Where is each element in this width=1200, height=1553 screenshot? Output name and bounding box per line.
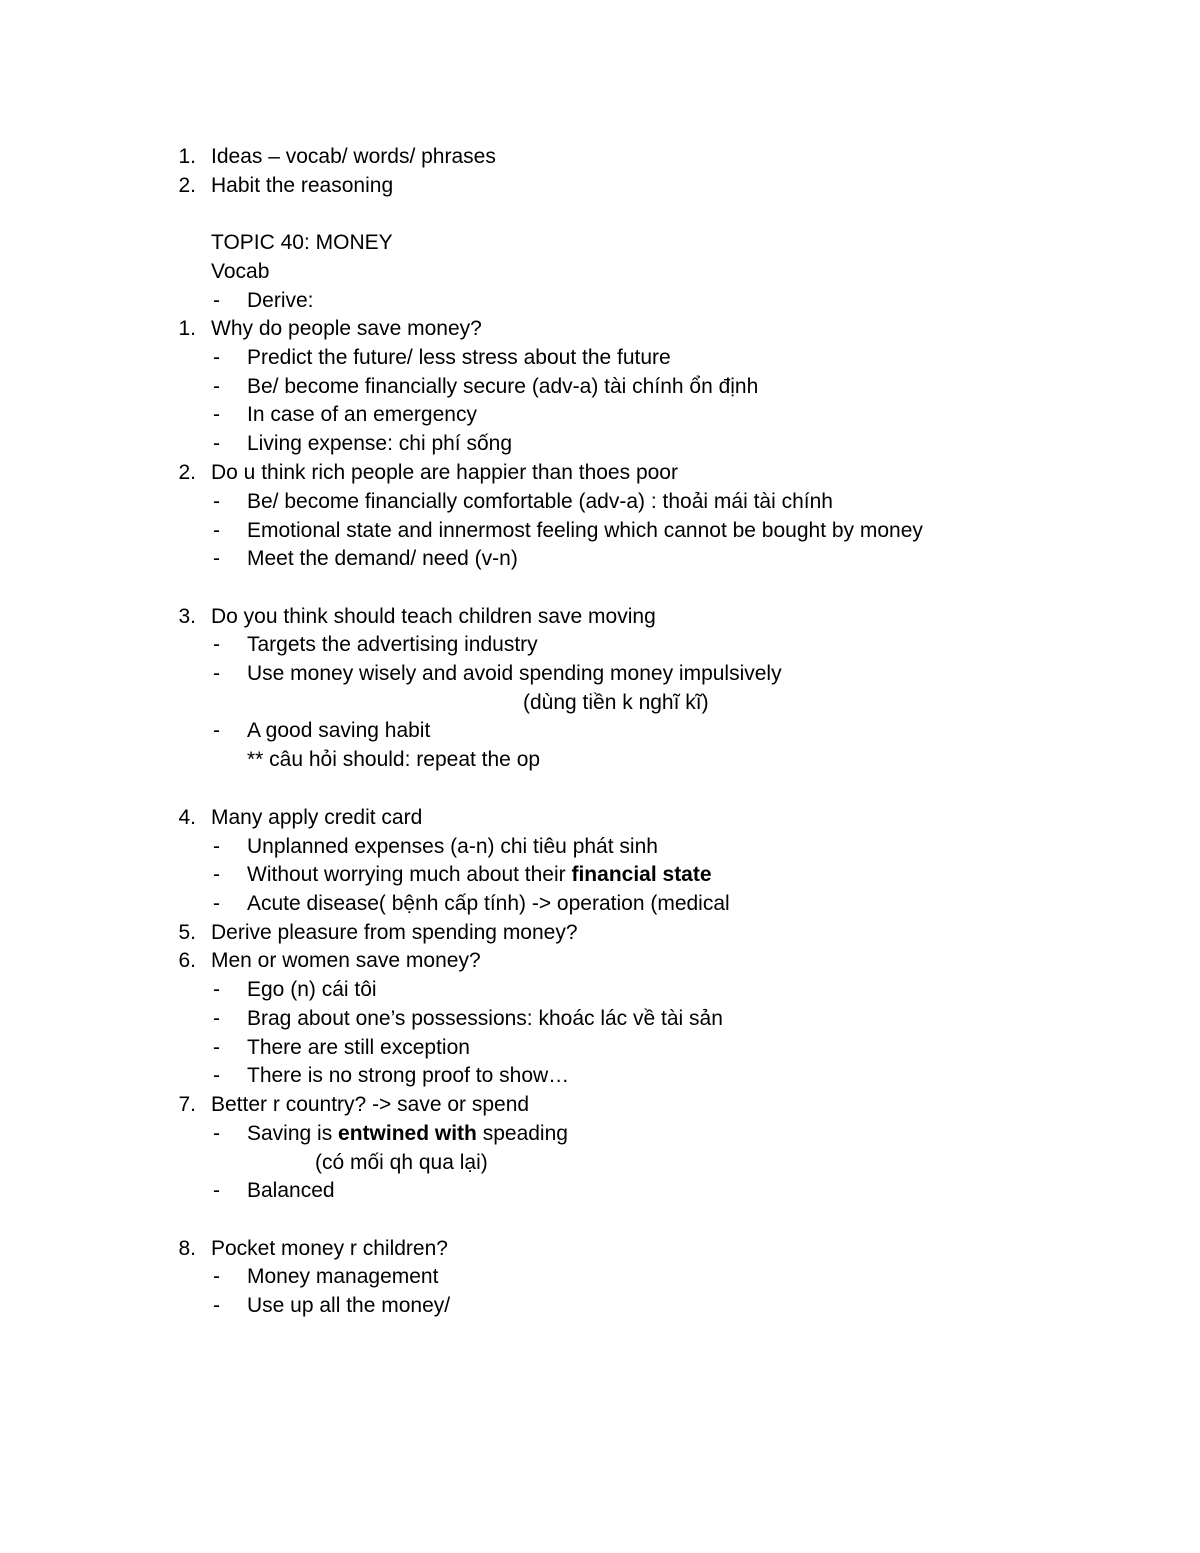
- bullet-text: Use up all the money/: [247, 1294, 451, 1317]
- bullet-dash: -: [213, 1064, 220, 1087]
- bullet-dash: -: [213, 719, 220, 742]
- bullet-dash: -: [213, 403, 220, 426]
- list-number: 6.: [178, 949, 196, 972]
- bullet-text: [247, 860, 712, 889]
- bullet-text: Unplanned expenses (a-n) chi tiêu phát sinh: [247, 835, 658, 858]
- vocab-label-text: Vocab: [211, 260, 270, 283]
- bullet-dash: -: [213, 863, 220, 886]
- list-number: 5.: [178, 921, 196, 944]
- list-number: 4.: [178, 806, 196, 829]
- question-text: Many apply credit card: [211, 806, 423, 829]
- bullet-dash: -: [213, 289, 220, 312]
- bullet-dash: -: [213, 375, 220, 398]
- question-text: Better r country? -> save or spend: [211, 1093, 530, 1116]
- bullet-text: A good saving habit: [247, 719, 431, 742]
- bullet-text: Meet the demand/ need (v-n): [247, 547, 518, 570]
- bullet-text: Predict the future/ less stress about the future: [247, 346, 671, 369]
- bullet-dash: -: [213, 892, 220, 915]
- list-text: Habit the reasoning: [211, 174, 394, 197]
- bullet-text-part: Without worrying much about their: [247, 863, 572, 886]
- list-number: 1.: [178, 145, 196, 168]
- bullet-dash: -: [213, 633, 220, 656]
- bold-phrase: financial state: [571, 863, 712, 886]
- bullet-dash: -: [213, 1007, 220, 1030]
- list-text: Ideas – vocab/ words/ phrases: [211, 145, 496, 168]
- bullet-text: In case of an emergency: [247, 403, 477, 426]
- bullet-text: Targets the advertising industry: [247, 633, 538, 656]
- bullet-dash: -: [213, 1036, 220, 1059]
- bullet-text-part: speading: [476, 1122, 568, 1145]
- question-text: Do you think should teach children save moving: [211, 605, 656, 628]
- bullet-dash: -: [213, 1265, 220, 1288]
- bullet-dash: -: [213, 346, 220, 369]
- bullet-text: There is no strong proof to show…: [247, 1064, 570, 1087]
- bullet-dash: -: [213, 547, 220, 570]
- bullet-text: Be/ become financially comfortable (adv-a) : thoải mái tài chính: [247, 490, 833, 513]
- question-text: Derive pleasure from spending money?: [211, 921, 578, 944]
- bullet-text: Money management: [247, 1265, 439, 1288]
- bullet-dash: -: [213, 519, 220, 542]
- bullet-text: Emotional state and innermost feeling which cannot be bought by money: [247, 519, 923, 542]
- question-text: Men or women save money?: [211, 949, 481, 972]
- bullet-dash: -: [213, 490, 220, 513]
- bullet-text: Acute disease( bệnh cấp tính) -> operation (medical: [247, 892, 730, 915]
- bold-phrase: entwined with: [338, 1122, 477, 1145]
- bullet-dash: -: [213, 662, 220, 685]
- list-number: 8.: [178, 1237, 196, 1260]
- bullet-text: Living expense: chi phí sống: [247, 432, 513, 455]
- bullet-text: Brag about one’s possessions: khoác lác về tài sản: [247, 1007, 723, 1030]
- bullet-text: Be/ become financially secure (adv-a) tài chính ổn định: [247, 375, 759, 398]
- note-text: (có mối qh qua lại): [315, 1151, 488, 1174]
- bullet-text: Derive:: [247, 289, 314, 312]
- bullet-text: Ego (n) cái tôi: [247, 978, 377, 1001]
- list-number: 2.: [178, 174, 196, 197]
- list-number: 3.: [178, 605, 196, 628]
- bullet-dash: -: [213, 1294, 220, 1317]
- note-text: (dùng tiền k nghĩ kĩ): [523, 691, 709, 714]
- list-number: 2.: [178, 461, 196, 484]
- bullet-dash: -: [213, 1179, 220, 1202]
- question-text: Do u think rich people are happier than thoes poor: [211, 461, 678, 484]
- note-text: ** câu hỏi should: repeat the op: [247, 748, 541, 771]
- bullet-text: There are still exception: [247, 1036, 470, 1059]
- bullet-dash: -: [213, 432, 220, 455]
- list-number: 1.: [178, 317, 196, 340]
- question-text: Pocket money r children?: [211, 1237, 448, 1260]
- bullet-text: Balanced: [247, 1179, 335, 1202]
- bullet-text-part: Saving is: [247, 1122, 339, 1145]
- bullet-text: [247, 1119, 568, 1148]
- bullet-text: Use money wisely and avoid spending money impulsively: [247, 662, 782, 685]
- question-text: Why do people save money?: [211, 317, 482, 340]
- list-number: 7.: [178, 1093, 196, 1116]
- topic-title-text: TOPIC 40: MONEY: [211, 231, 393, 254]
- bullet-dash: -: [213, 835, 220, 858]
- bullet-dash: -: [213, 978, 220, 1001]
- bullet-dash: -: [213, 1122, 220, 1145]
